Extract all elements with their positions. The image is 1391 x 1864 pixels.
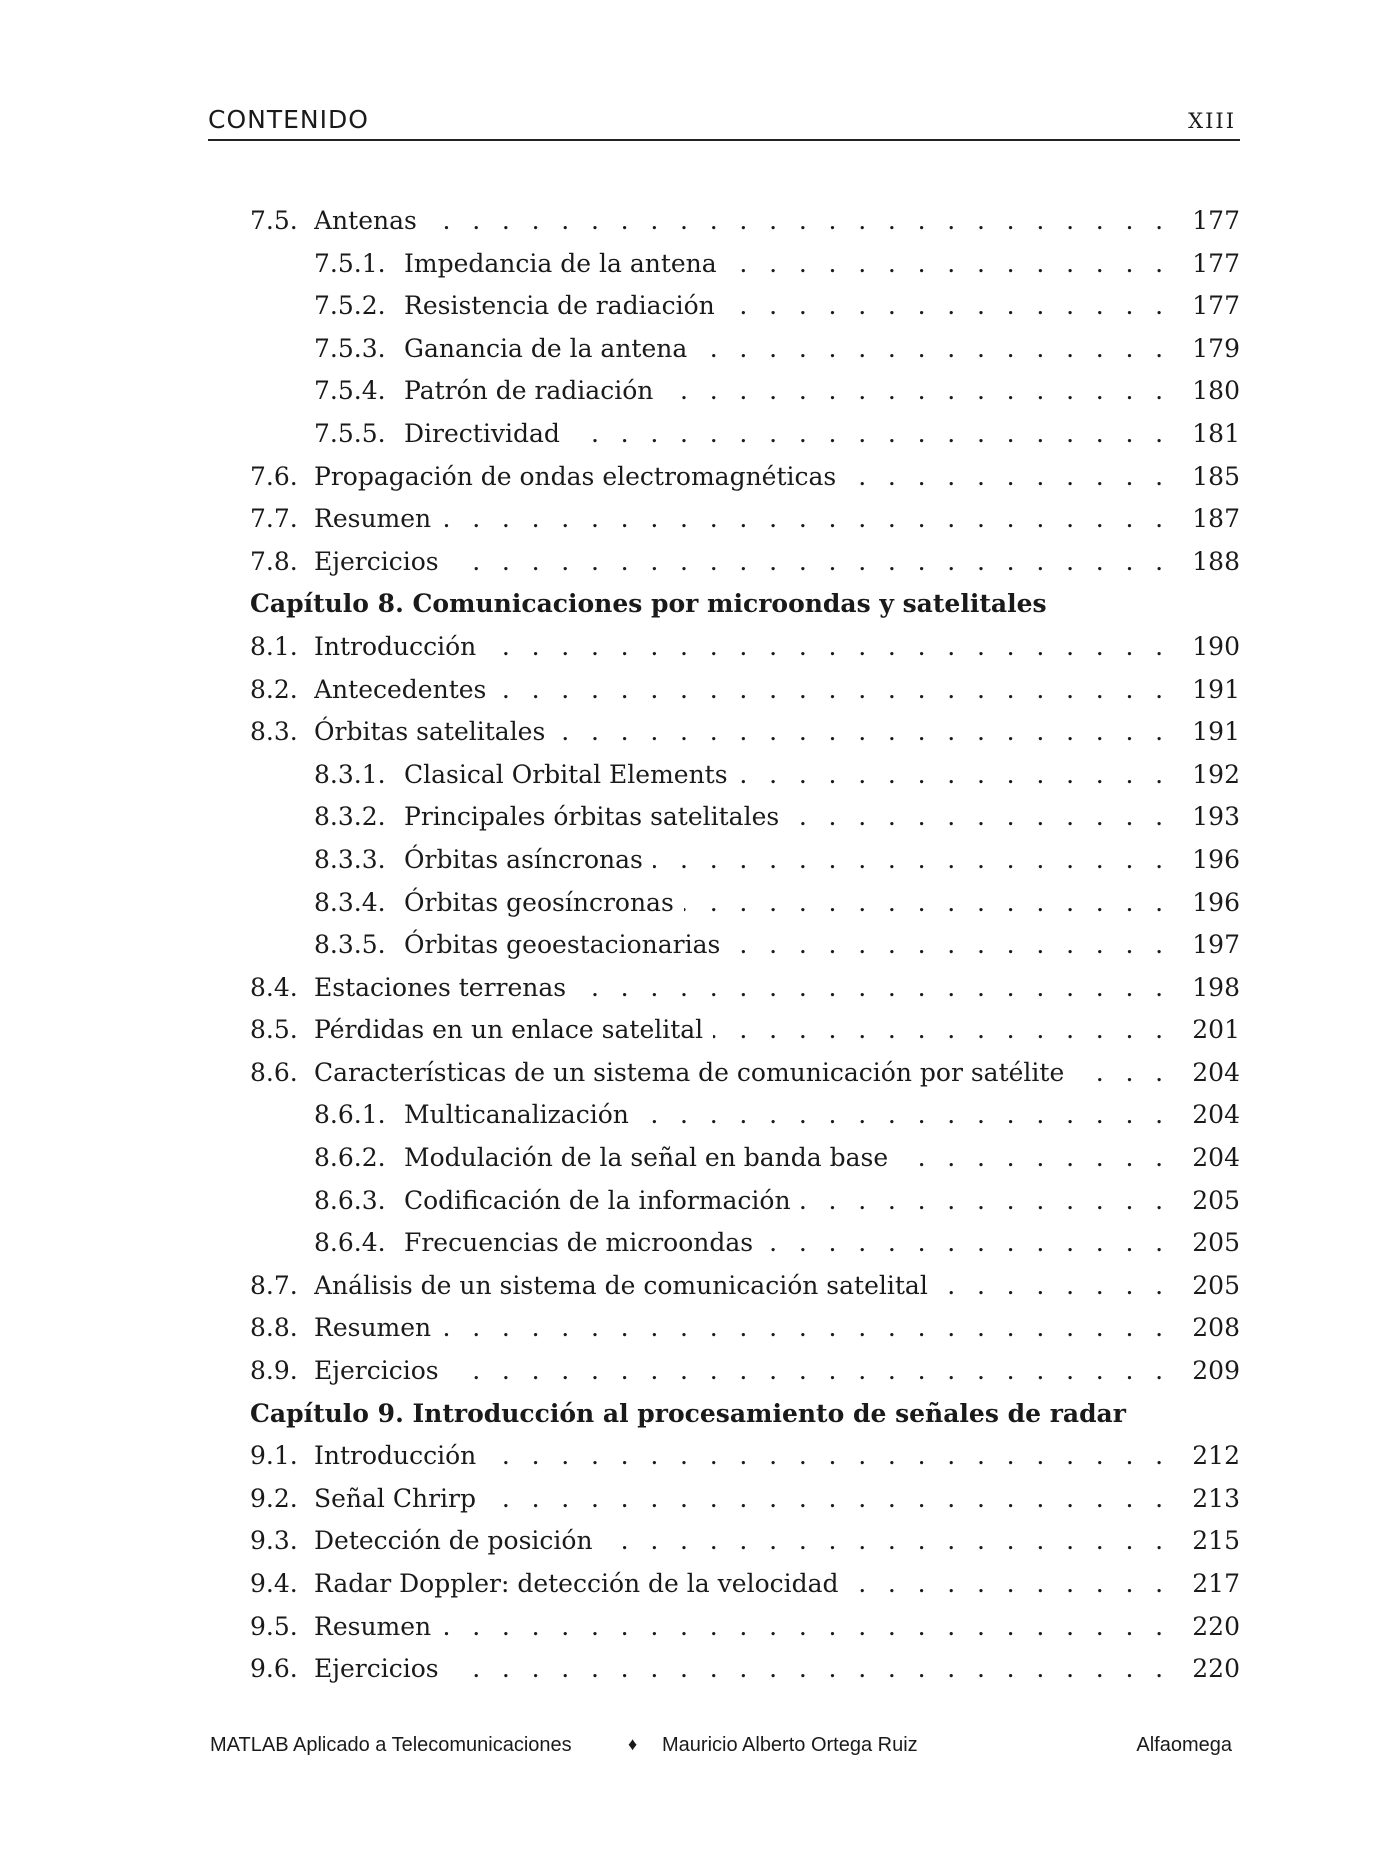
entry-title-leader xyxy=(404,413,1170,456)
toc-section-entry xyxy=(250,541,1240,584)
entry-title: Resumen xyxy=(314,504,441,533)
entry-title: Órbitas geosíncronas xyxy=(404,888,684,917)
entry-title-leader xyxy=(404,754,1170,797)
entry-title-leader xyxy=(314,711,1170,754)
entry-title: Antenas xyxy=(314,206,427,235)
entry-page-number: 192 xyxy=(1192,759,1240,789)
toc-section-entry xyxy=(250,967,1240,1010)
entry-page-number: 179 xyxy=(1192,333,1240,363)
entry-number: 7.5.2. xyxy=(314,291,386,321)
toc-subsection-entry xyxy=(250,924,1240,967)
entry-title-leader xyxy=(404,1137,1170,1180)
entry-title-leader xyxy=(314,1350,1170,1393)
entry-title: Características de un sistema de comunicación por satélite xyxy=(314,1058,1074,1087)
entry-page-number: 205 xyxy=(1192,1228,1240,1258)
entry-title: Órbitas satelitales xyxy=(314,717,555,746)
entry-page-number: 220 xyxy=(1192,1611,1240,1641)
toc-chapter-heading xyxy=(250,1393,1240,1436)
entry-number: 8.3.4. xyxy=(314,887,386,917)
entry-title: Introducción xyxy=(314,1441,486,1470)
entry-title-leader xyxy=(314,1307,1170,1350)
toc-chapter-heading xyxy=(250,583,1240,626)
toc-section-entry xyxy=(250,1435,1240,1478)
entry-title: Ejercicios xyxy=(314,547,449,576)
entry-number: 7.5.5. xyxy=(314,418,386,448)
entry-page-number: 204 xyxy=(1192,1100,1240,1130)
entry-number: 8.2. xyxy=(250,674,298,704)
toc-section-entry xyxy=(250,1648,1240,1691)
entry-number: 7.5.4. xyxy=(314,376,386,406)
entry-title: Clasical Orbital Elements xyxy=(404,760,738,789)
entry-page-number: 204 xyxy=(1192,1143,1240,1173)
entry-page-number: 209 xyxy=(1192,1356,1240,1386)
footer-book-title: MATLAB Aplicado a Telecomunicaciones xyxy=(210,1734,572,1756)
entry-title-leader xyxy=(314,1478,1170,1521)
toc-section-entry xyxy=(250,456,1240,499)
entry-title-leader xyxy=(314,626,1170,669)
entry-title: Principales órbitas satelitales xyxy=(404,802,789,831)
footer-author: Mauricio Alberto Ortega Ruiz xyxy=(662,1734,918,1756)
entry-title-leader xyxy=(404,285,1170,328)
entry-number: 8.6. xyxy=(250,1057,298,1087)
entry-title: Resistencia de radiación xyxy=(404,291,725,320)
entry-page-number: 177 xyxy=(1192,291,1240,321)
toc-subsection-entry xyxy=(250,1222,1240,1265)
entry-title-leader xyxy=(404,1094,1170,1137)
entry-number: 8.3.3. xyxy=(314,844,386,874)
entry-title: Resumen xyxy=(314,1612,441,1641)
toc-section-entry xyxy=(250,1307,1240,1350)
entry-page-number: 205 xyxy=(1192,1185,1240,1215)
toc-subsection-entry xyxy=(250,882,1240,925)
page-footer xyxy=(210,1734,1232,1764)
toc-section-entry xyxy=(250,200,1240,243)
entry-number: 9.1. xyxy=(250,1441,298,1471)
entry-title: Directividad xyxy=(404,419,570,448)
entry-title: Introducción xyxy=(314,632,486,661)
entry-page-number: 191 xyxy=(1192,674,1240,704)
entry-title: Patrón de radiación xyxy=(404,376,663,405)
footer-publisher: Alfaomega xyxy=(1136,1734,1232,1756)
entry-title-leader xyxy=(404,882,1170,925)
toc-section-entry xyxy=(250,1520,1240,1563)
entry-page-number: 197 xyxy=(1192,930,1240,960)
entry-page-number: 213 xyxy=(1192,1483,1240,1513)
entry-title: Propagación de ondas electromagnéticas xyxy=(314,462,846,491)
toc-section-entry xyxy=(250,711,1240,754)
entry-title-leader xyxy=(314,1520,1170,1563)
table-of-contents xyxy=(250,200,1240,1691)
entry-title-leader xyxy=(314,1606,1170,1649)
toc-subsection-entry xyxy=(250,796,1240,839)
toc-subsection-entry xyxy=(250,754,1240,797)
entry-title: Detección de posición xyxy=(314,1526,603,1555)
toc-section-entry xyxy=(250,1563,1240,1606)
entry-page-number: 204 xyxy=(1192,1057,1240,1087)
entry-page-number: 187 xyxy=(1192,504,1240,534)
entry-number: 7.8. xyxy=(250,546,298,576)
entry-page-number: 215 xyxy=(1192,1526,1240,1556)
toc-subsection-entry xyxy=(250,243,1240,286)
entry-number: 9.5. xyxy=(250,1611,298,1641)
toc-section-entry xyxy=(250,1478,1240,1521)
entry-title-leader xyxy=(404,243,1170,286)
toc-subsection-entry xyxy=(250,328,1240,371)
entry-page-number: 212 xyxy=(1192,1441,1240,1471)
entry-number: 9.2. xyxy=(250,1483,298,1513)
entry-number: 7.5.1. xyxy=(314,248,386,278)
entry-title-leader xyxy=(404,796,1170,839)
entry-title-leader xyxy=(404,370,1170,413)
toc-subsection-entry xyxy=(250,1137,1240,1180)
entry-number: 7.5.3. xyxy=(314,333,386,363)
entry-page-number: 201 xyxy=(1192,1015,1240,1045)
entry-title-leader xyxy=(314,1435,1170,1478)
entry-title: Multicanalización xyxy=(404,1100,639,1129)
entry-number: 8.4. xyxy=(250,972,298,1002)
entry-title: Resumen xyxy=(314,1313,441,1342)
entry-title: Ejercicios xyxy=(314,1356,449,1385)
entry-title: Ganancia de la antena xyxy=(404,334,697,363)
toc-section-entry xyxy=(250,1009,1240,1052)
entry-title: Ejercicios xyxy=(314,1654,449,1683)
entry-title-leader xyxy=(404,1222,1170,1265)
entry-page-number: 180 xyxy=(1192,376,1240,406)
entry-number: 7.7. xyxy=(250,504,298,534)
toc-subsection-entry xyxy=(250,1094,1240,1137)
entry-title-leader xyxy=(404,1180,1170,1223)
toc-subsection-entry xyxy=(250,370,1240,413)
entry-number: 8.3.2. xyxy=(314,802,386,832)
entry-title-leader xyxy=(314,1052,1170,1095)
entry-number: 8.3. xyxy=(250,717,298,747)
entry-page-number: 190 xyxy=(1192,631,1240,661)
entry-page-number: 217 xyxy=(1192,1569,1240,1598)
toc-subsection-entry xyxy=(250,285,1240,328)
page-number-roman: XIII xyxy=(1188,109,1236,133)
entry-title-leader xyxy=(314,1009,1170,1052)
entry-title-leader xyxy=(404,328,1170,371)
entry-title-leader xyxy=(314,669,1170,712)
entry-number: 8.6.4. xyxy=(314,1228,386,1258)
toc-subsection-entry xyxy=(250,839,1240,882)
entry-title: Análisis de un sistema de comunicación satelital xyxy=(314,1271,938,1300)
entry-number: 8.8. xyxy=(250,1313,298,1343)
entry-page-number: 193 xyxy=(1192,802,1240,832)
entry-number: 8.1. xyxy=(250,631,298,661)
entry-page-number: 196 xyxy=(1192,844,1240,874)
entry-page-number: 181 xyxy=(1192,418,1240,448)
toc-section-entry xyxy=(250,626,1240,669)
entry-number: 8.3.5. xyxy=(314,930,386,960)
page-header xyxy=(208,103,1240,141)
entry-number: 8.3.1. xyxy=(314,759,386,789)
entry-title: Estaciones terrenas xyxy=(314,973,576,1002)
toc-subsection-entry xyxy=(250,413,1240,456)
entry-title: Radar Doppler: detección de la velocidad xyxy=(314,1569,849,1598)
toc-section-entry xyxy=(250,1052,1240,1095)
entry-title-leader xyxy=(314,1563,1170,1606)
entry-number: 7.5. xyxy=(250,206,298,235)
entry-number: 8.7. xyxy=(250,1270,298,1300)
chapter-title: Capítulo 8. Comunicaciones por microondas y satelitales xyxy=(250,589,1047,619)
entry-page-number: 196 xyxy=(1192,887,1240,917)
entry-page-number: 208 xyxy=(1192,1313,1240,1343)
entry-number: 7.6. xyxy=(250,461,298,491)
entry-title-leader xyxy=(404,839,1170,882)
entry-page-number: 177 xyxy=(1192,206,1240,235)
entry-title: Pérdidas en un enlace satelital xyxy=(314,1015,713,1044)
entry-title: Órbitas asíncronas xyxy=(404,845,653,874)
entry-page-number: 220 xyxy=(1192,1654,1240,1684)
footer-bullet: ♦ xyxy=(628,1734,638,1754)
entry-title-leader xyxy=(314,1648,1170,1691)
toc-section-entry xyxy=(250,1606,1240,1649)
entry-number: 8.9. xyxy=(250,1356,298,1386)
entry-title: Antecedentes xyxy=(314,675,496,704)
entry-title: Impedancia de la antena xyxy=(404,249,727,278)
entry-title-leader xyxy=(314,541,1170,584)
toc-section-entry xyxy=(250,669,1240,712)
entry-number: 9.3. xyxy=(250,1526,298,1556)
running-head-title: CONTENIDO xyxy=(208,105,369,134)
entry-page-number: 188 xyxy=(1192,546,1240,576)
entry-title-leader xyxy=(314,967,1170,1010)
toc-section-entry xyxy=(250,1350,1240,1393)
toc-section-entry xyxy=(250,498,1240,541)
entry-page-number: 198 xyxy=(1192,972,1240,1002)
entry-title-leader xyxy=(314,200,1170,243)
entry-number: 8.6.3. xyxy=(314,1185,386,1215)
entry-title-leader xyxy=(314,1265,1170,1308)
entry-number: 8.6.1. xyxy=(314,1100,386,1130)
entry-number: 9.6. xyxy=(250,1654,298,1684)
entry-title: Codificación de la información xyxy=(404,1186,801,1215)
entry-title-leader xyxy=(404,924,1170,967)
entry-title: Modulación de la señal en banda base xyxy=(404,1143,898,1172)
entry-page-number: 185 xyxy=(1192,461,1240,491)
entry-title-leader xyxy=(314,498,1170,541)
entry-number: 8.6.2. xyxy=(314,1143,386,1173)
entry-number: 9.4. xyxy=(250,1569,298,1598)
toc-section-entry xyxy=(250,1265,1240,1308)
chapter-title: Capítulo 9. Introducción al procesamiento de señales de radar xyxy=(250,1398,1126,1428)
entry-page-number: 191 xyxy=(1192,717,1240,747)
entry-page-number: 177 xyxy=(1192,248,1240,278)
toc-subsection-entry xyxy=(250,1180,1240,1223)
entry-title-leader xyxy=(314,456,1170,499)
entry-title: Órbitas geoestacionarias xyxy=(404,930,730,959)
entry-page-number: 205 xyxy=(1192,1270,1240,1300)
entry-number: 8.5. xyxy=(250,1015,298,1045)
entry-title: Señal Chrirp xyxy=(314,1484,486,1513)
entry-title: Frecuencias de microondas xyxy=(404,1228,763,1257)
